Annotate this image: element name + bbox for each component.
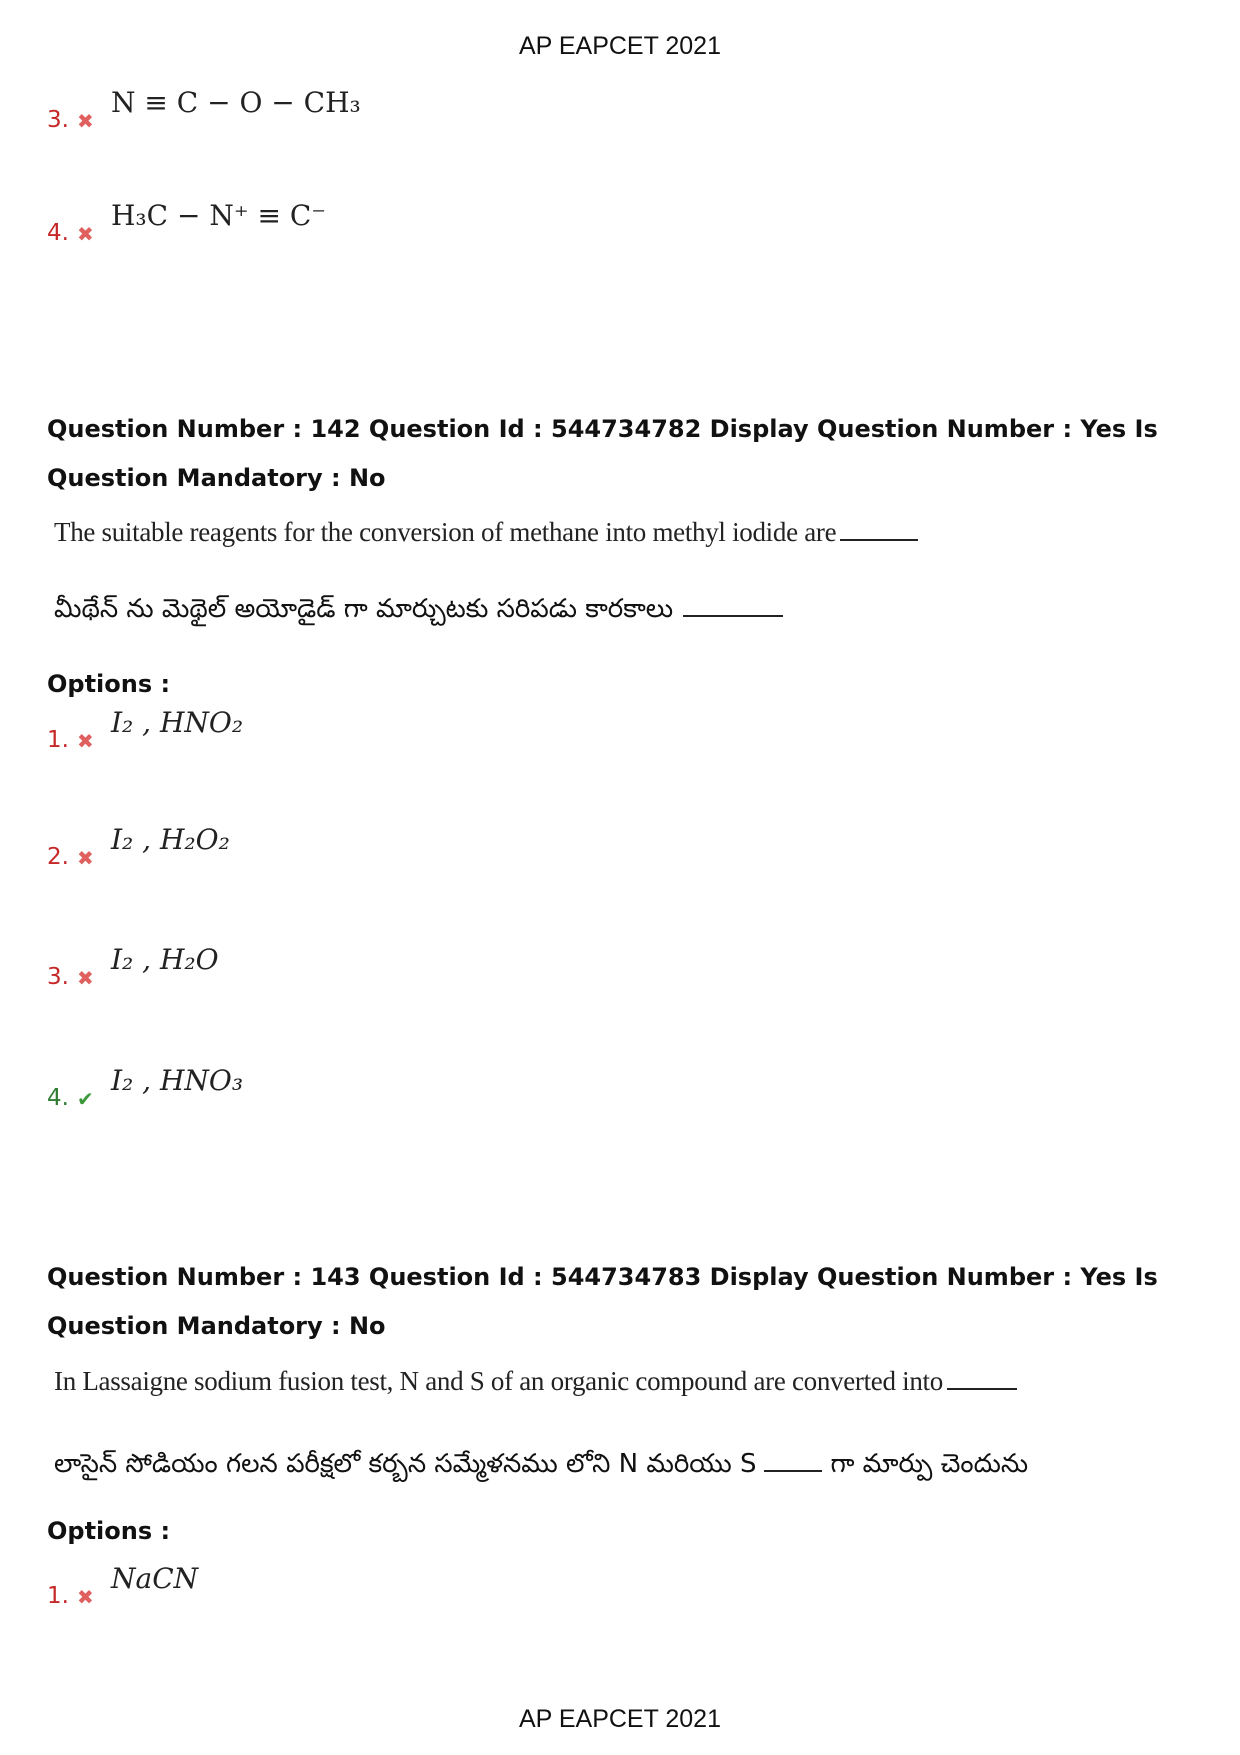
answer-blank xyxy=(683,614,783,617)
question-header: Question Number : 143 Question Id : 544734783 Display Question Number : Yes Is Question Mandatory : No xyxy=(47,1263,1158,1340)
option-formula: I₂ , H₂O₂ xyxy=(111,823,230,856)
cross-icon: ✖ xyxy=(77,966,94,990)
cross-icon: ✖ xyxy=(77,1585,94,1609)
page-header: AP EAPCET 2021 xyxy=(519,32,721,60)
check-icon: ✔ xyxy=(77,1087,94,1111)
cross-icon: ✖ xyxy=(77,109,94,133)
option-3 xyxy=(47,943,219,990)
cross-icon: ✖ xyxy=(77,222,94,246)
question-text-telugu xyxy=(54,594,783,630)
option-formula: I₂ , HNO₃ xyxy=(111,1064,244,1097)
option-4 xyxy=(47,199,327,246)
cross-icon: ✖ xyxy=(77,846,94,870)
option-formula: N ≡ C − O − CH₃ xyxy=(111,86,361,119)
cross-icon: ✖ xyxy=(77,729,94,753)
answer-blank xyxy=(840,538,918,541)
question-text: మీథేన్ ను మెథైల్ అయోడైడ్ గా మార్చుటకు సరిపడు కారకాలు xyxy=(54,594,674,624)
option-1 xyxy=(47,1562,199,1609)
question-text: The suitable reagents for the conversion of methane into methyl iodide are xyxy=(54,517,837,547)
question-text-suffix: గా మార్పు చెందును xyxy=(830,1449,1029,1479)
answer-blank xyxy=(764,1469,822,1472)
options-label: Options : xyxy=(47,670,171,698)
option-formula: NaCN xyxy=(111,1562,199,1595)
option-2 xyxy=(47,823,230,870)
question-header: Question Number : 142 Question Id : 544734782 Display Question Number : Yes Is Question Mandatory : No xyxy=(47,415,1158,492)
question-text: In Lassaigne sodium fusion test, N and S of an organic compound are converted into xyxy=(54,1366,943,1396)
option-number: 3. xyxy=(47,964,69,990)
question-text-telugu xyxy=(54,1449,1028,1485)
option-formula: H₃C − N⁺ ≡ C⁻ xyxy=(111,199,327,232)
option-number: 4. xyxy=(47,220,69,246)
option-4-correct xyxy=(47,1064,244,1111)
option-number: 4. xyxy=(47,1085,69,1111)
option-number: 1. xyxy=(47,727,69,753)
option-1 xyxy=(47,706,244,753)
page-footer: AP EAPCET 2021 xyxy=(519,1705,721,1733)
option-number: 2. xyxy=(47,844,69,870)
question-text-english xyxy=(54,1366,1017,1397)
option-number: 1. xyxy=(47,1583,69,1609)
question-text: లాసైన్ సోడియం గలన పరీక్షలో కర్బన సమ్మేళనము లోని N మరియు S xyxy=(54,1449,757,1479)
options-label: Options : xyxy=(47,1517,171,1545)
option-3 xyxy=(47,86,361,133)
question-text-english xyxy=(54,517,918,548)
answer-blank xyxy=(947,1387,1017,1390)
option-formula: I₂ , H₂O xyxy=(111,943,219,976)
option-formula: I₂ , HNO₂ xyxy=(111,706,244,739)
option-number: 3. xyxy=(47,107,69,133)
